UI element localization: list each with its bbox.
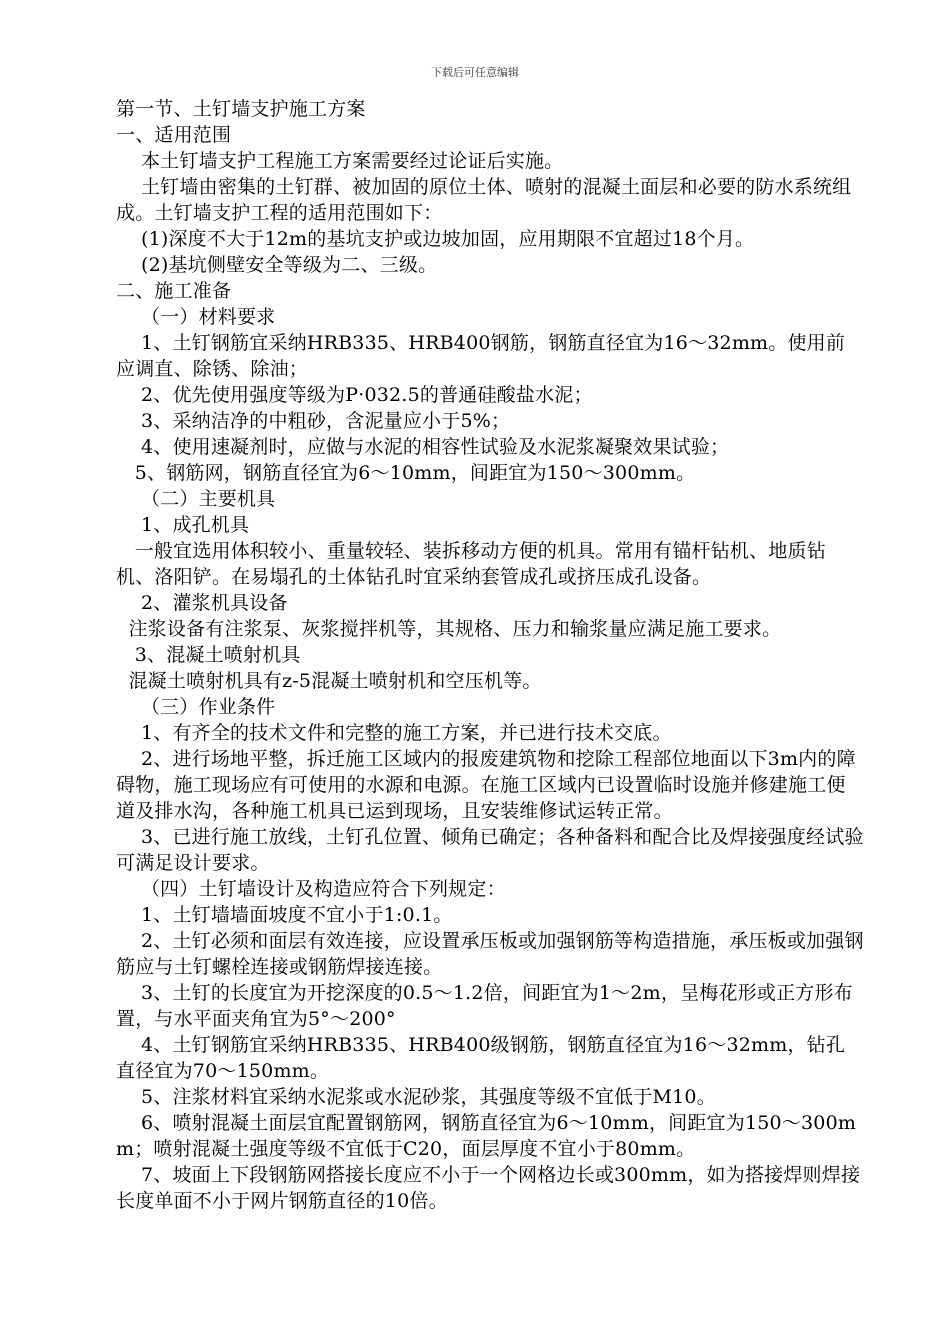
list-item: 3、土钉的长度宜为开挖深度的0.5～1.2倍，间距宜为1～2m，呈梅花形或正方形布置，与水平面夹角宜为5°～200° <box>116 982 853 1030</box>
list-item: 2、灌浆机具设备 <box>116 592 288 614</box>
paragraph: 土钉墙由密集的土钉群、被加固的原位土体、喷射的混凝土面层和必要的防水系统组成。土钉墙支护工程的适用范围如下： <box>116 176 852 224</box>
list-item: 2、进行场地平整，拆迁施工区域内的报废建筑物和挖除工程部位地面以下3m内的障碍物，施工现场应有可使用的水源和电源。在施工区域内已设置临时设施并修建施工便道及排水沟，各种施工机具已运到现场，且安装维修试运转正常。 <box>116 748 856 822</box>
list-item: 3、混凝土喷射机具 <box>116 644 301 666</box>
list-item: 4、使用速凝剂时，应做与水泥的相容性试验及水泥浆凝聚效果试验； <box>116 436 730 458</box>
list-item: 6、喷射混凝土面层宜配置钢筋网，钢筋直径宜为6～10mm，间距宜为150～300mm；喷射混凝土强度等级不宜低于C20，面层厚度不宜小于80mm。 <box>116 1112 857 1160</box>
paragraph: 注浆设备有注浆泵、灰浆搅拌机等，其规格、压力和输浆量应满足施工要求。 <box>116 618 782 640</box>
list-item: 1、土钉钢筋宜采纳HRB335、HRB400钢筋，钢筋直径宜为16～32mm。使用前应调直、除锈、除油； <box>116 332 846 380</box>
list-item: 5、注浆材料宜采纳水泥浆或水泥砂浆，其强度等级不宜低于M10。 <box>116 1086 716 1108</box>
list-item: 2、优先使用强度等级为P·032.5的普通硅酸盐水泥； <box>116 384 593 406</box>
list-item: 3、已进行施工放线，土钉孔位置、倾角已确定；各种备料和配合比及焊接强度经试验可满足设计要求。 <box>116 826 864 874</box>
subheading-design: （四）土钉墙设计及构造应符合下列规定： <box>116 878 506 900</box>
heading-scope: 一、适用范围 <box>116 124 232 146</box>
document-body <box>116 96 864 1214</box>
list-item: (1)深度不大于12m的基坑支护或边坡加固，应用期限不宜超过18个月。 <box>116 228 755 250</box>
heading-preparation: 二、施工准备 <box>116 280 232 302</box>
list-item: 1、土钉墙墙面坡度不宜小于1:0.1。 <box>116 904 453 926</box>
list-item: 3、采纳洁净的中粗砂，含泥量应小于5%； <box>116 410 511 432</box>
subheading-conditions: （三）作业条件 <box>116 696 276 718</box>
list-item: 5、钢筋网，钢筋直径宜为6～10mm，间距宜为150～300mm。 <box>116 462 696 484</box>
subheading-equipment: （二）主要机具 <box>116 488 276 510</box>
list-item: 1、成孔机具 <box>116 514 250 536</box>
paragraph: 混凝土喷射机具有z-5混凝土喷射机和空压机等。 <box>116 670 542 692</box>
list-item: 2、土钉必须和面层有效连接，应设置承压板或加强钢筋等构造措施，承压板或加强钢筋应与土钉螺栓连接或钢筋焊接连接。 <box>116 930 864 978</box>
list-item: 1、有齐全的技术文件和完整的施工方案，并已进行技术交底。 <box>116 722 672 744</box>
list-item: (2)基坑侧壁安全等级为二、三级。 <box>116 254 438 276</box>
paragraph: 一般宜选用体积较小、重量较轻、装拆移动方便的机具。常用有锚杆钻机、地质钻机、洛阳铲。在易塌孔的土体钻孔时宜采纳套管成孔或挤压成孔设备。 <box>116 540 826 588</box>
list-item: 4、土钉钢筋宜采纳HRB335、HRB400级钢筋，钢筋直径宜为16～32mm，钻孔直径宜为70～150mm。 <box>116 1034 846 1082</box>
paragraph: 本土钉墙支护工程施工方案需要经过论证后实施。 <box>116 150 564 172</box>
header-note: 下载后可任意编辑 <box>431 66 519 79</box>
list-item: 7、坡面上下段钢筋网搭接长度应不小于一个网格边长或300mm，如为搭接焊则焊接长度单面不小于网片钢筋直径的10倍。 <box>116 1164 861 1212</box>
subheading-materials: （一）材料要求 <box>116 306 276 328</box>
section-title: 第一节、土钉墙支护施工方案 <box>116 98 366 120</box>
